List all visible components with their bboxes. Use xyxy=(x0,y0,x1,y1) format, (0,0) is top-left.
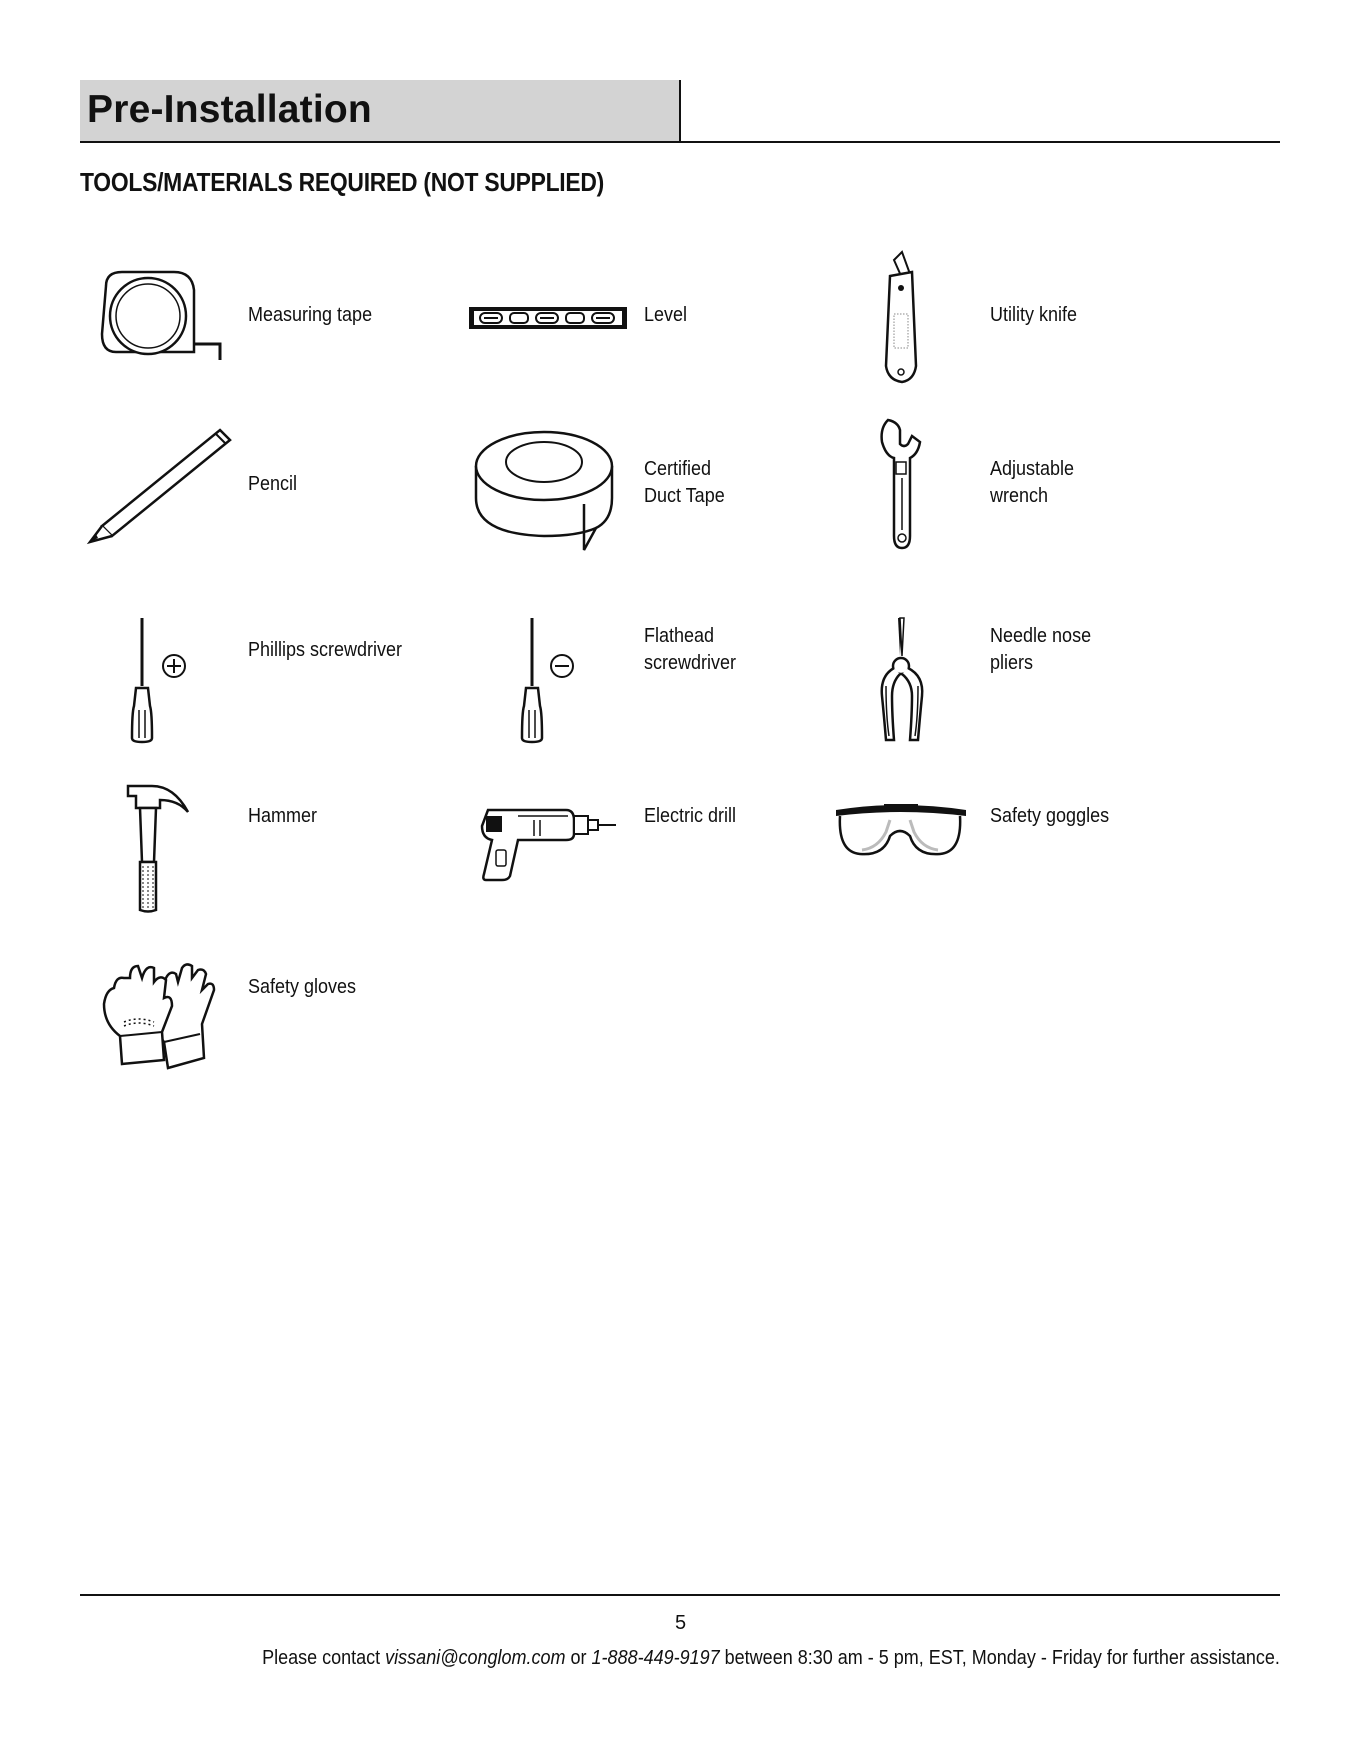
header-rule xyxy=(80,141,1280,143)
contact-hours: between 8:30 am - 5 pm, EST, Monday - Friday for further assistance. xyxy=(724,1647,1280,1669)
safety-gloves-icon xyxy=(100,960,224,1070)
section-title: TOOLS/MATERIALS REQUIRED (NOT SUPPLIED) xyxy=(80,167,605,197)
tool-label-pencil: Pencil xyxy=(248,473,298,495)
contact-phone[interactable]: 1-888-449-9197 xyxy=(591,1647,720,1669)
pencil-icon xyxy=(88,428,232,544)
needle-nose-pliers-icon xyxy=(876,616,928,744)
tool-label-duct-tape: Certified Duct Tape xyxy=(644,458,725,507)
tool-label-safety-goggles: Safety goggles xyxy=(990,805,1110,827)
tool-label-measuring-tape: Measuring tape xyxy=(248,304,373,326)
tool-label-flathead-screwdriver: Flathead screwdriver xyxy=(644,625,737,674)
tool-label-adjustable-wrench: Adjustable wrench xyxy=(990,458,1075,507)
contact-or: or xyxy=(570,1647,587,1669)
tool-label-needle-nose-pliers: Needle nose pliers xyxy=(990,625,1092,674)
contact-prefix: Please contact xyxy=(262,1647,381,1669)
footer-rule xyxy=(80,1594,1280,1596)
page-number: 5 xyxy=(674,1612,687,1634)
tool-label-level: Level xyxy=(644,304,688,326)
tool-label-safety-gloves: Safety gloves xyxy=(248,976,357,998)
tool-label-phillips-screwdriver: Phillips screwdriver xyxy=(248,639,403,661)
level-icon xyxy=(468,306,628,330)
tool-label-utility-knife: Utility knife xyxy=(990,304,1078,326)
contact-email[interactable]: vissani@conglom.com xyxy=(385,1647,566,1669)
duct-tape-icon xyxy=(472,418,622,552)
tool-label-hammer: Hammer xyxy=(248,805,318,827)
safety-goggles-icon xyxy=(834,800,968,858)
phillips-screwdriver-icon xyxy=(130,616,190,744)
header-divider xyxy=(679,80,681,143)
tool-label-electric-drill: Electric drill xyxy=(644,805,737,827)
utility-knife-icon xyxy=(880,250,920,384)
hammer-icon xyxy=(122,782,194,914)
measuring-tape-icon xyxy=(96,268,228,364)
contact-line xyxy=(262,1647,1280,1670)
page-title: Pre-Installation xyxy=(87,88,372,131)
flathead-screwdriver-icon xyxy=(520,616,580,744)
electric-drill-icon xyxy=(478,806,618,882)
adjustable-wrench-icon xyxy=(878,418,922,550)
